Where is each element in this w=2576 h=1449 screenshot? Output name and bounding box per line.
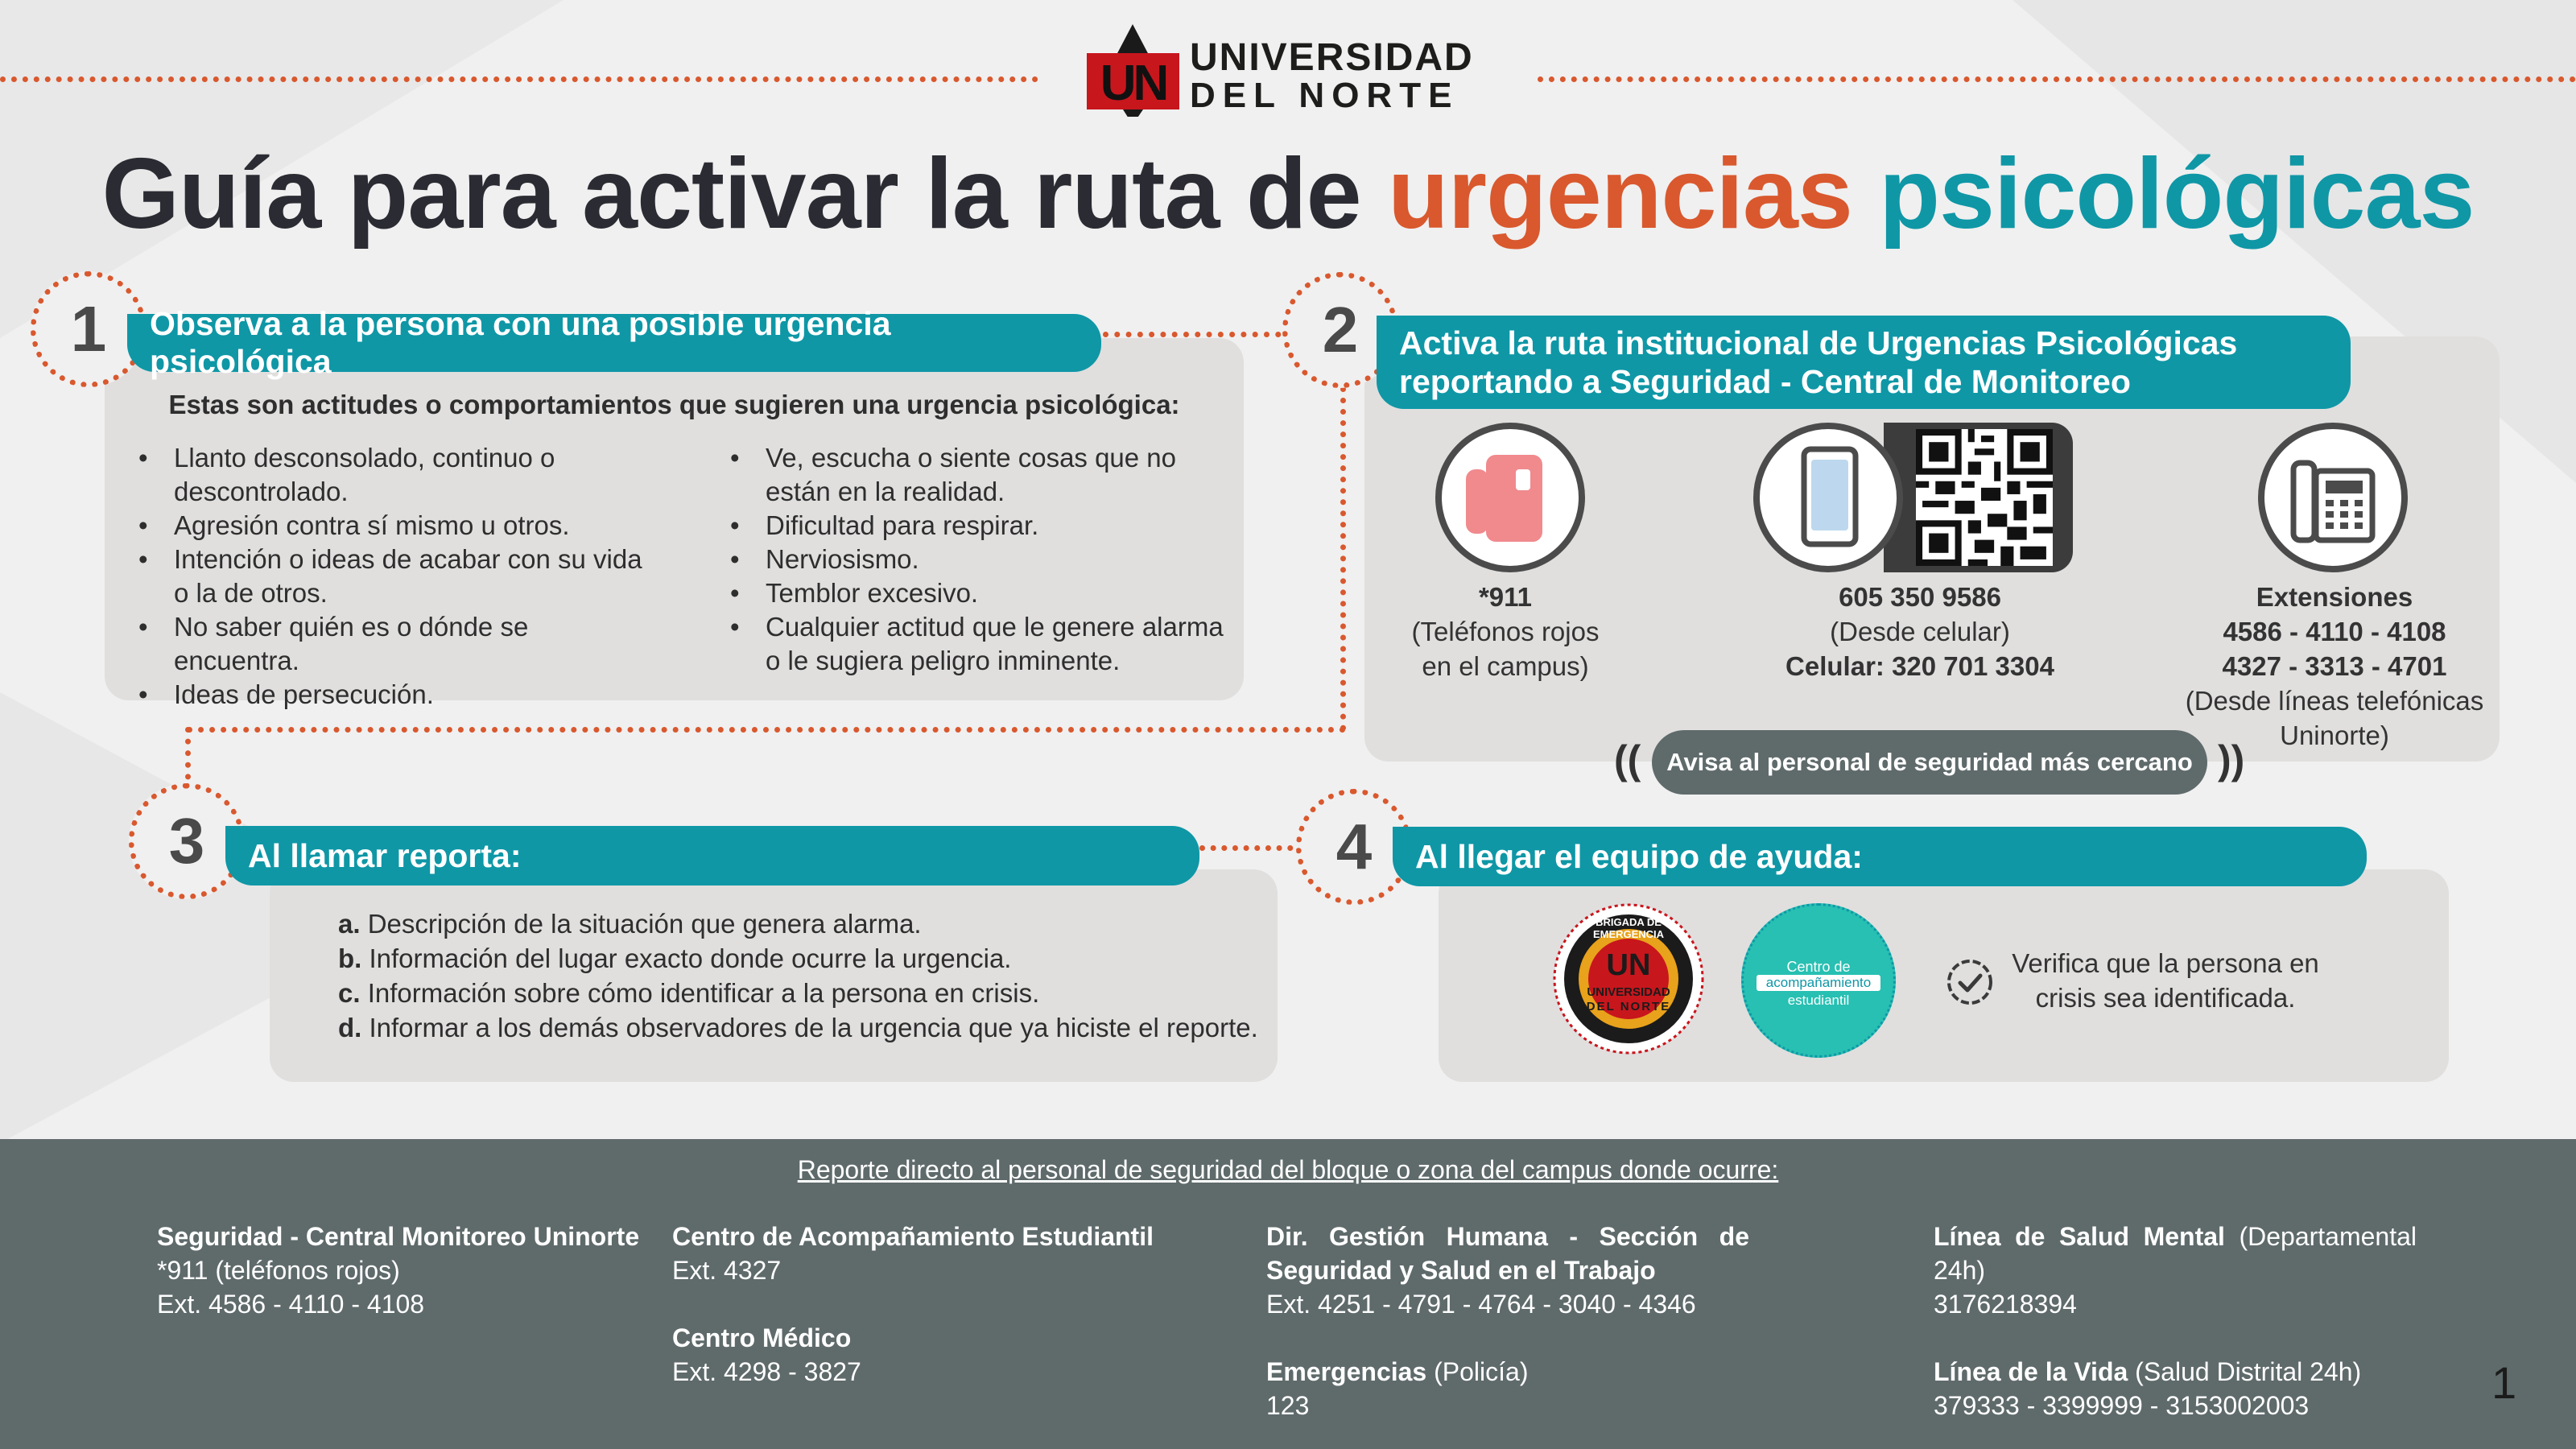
footer-col3-title1a: Dir. Gestión Humana - Sección de — [1266, 1222, 1749, 1251]
list-item: • Ideas de persecución. — [137, 678, 652, 712]
list-item — [338, 941, 1258, 976]
step1-list-left — [137, 441, 652, 712]
alert-open-waves: (( — [1614, 737, 1641, 782]
item-letter: b. — [338, 943, 362, 973]
step1-number: 1 — [31, 271, 147, 387]
list-item: • Dificultad para respirar. — [729, 509, 1236, 543]
footer-col1-title: Seguridad - Central Monitoreo Uninorte — [157, 1222, 640, 1251]
brigada-line2: DEL NORTE — [1586, 1000, 1671, 1013]
alert-close-waves: )) — [2218, 737, 2245, 782]
list-item — [338, 1010, 1258, 1045]
step2-col3-l4: (Desde líneas telefónicas — [2185, 686, 2484, 716]
footer-col4-title1: Línea de Salud Mental — [1934, 1222, 2225, 1251]
list-item — [338, 976, 1258, 1010]
item-text: Informar a los demás observadores de la urgencia que ya hiciste el reporte. — [361, 1013, 1258, 1042]
desk-phone-icon — [2264, 429, 2401, 566]
step3-list — [338, 906, 1258, 1045]
footer-spacer — [1266, 1321, 1749, 1355]
step2-header-line1: Activa la ruta institucional de Urgencias Psicológicas — [1399, 324, 2238, 361]
footer-col-salud — [1934, 1220, 2417, 1422]
footer-col3-title2: Emergencias — [1266, 1357, 1427, 1386]
step2-header — [1377, 316, 2351, 409]
header-divider-left — [0, 76, 1038, 82]
title-part3: psicológicas — [1879, 138, 2475, 250]
footer-col2-title1: Centro de Acompañamiento Estudiantil — [672, 1222, 1154, 1251]
page-title — [0, 137, 2576, 251]
step1-list-right — [729, 441, 1236, 678]
cellphone-icon-circle — [1753, 423, 1903, 572]
list-item: • Agresión contra sí mismo u otros. — [137, 509, 652, 543]
footer — [0, 1139, 2576, 1449]
connector-3-4 — [1199, 845, 1304, 851]
step3-number: 3 — [129, 783, 245, 899]
step2-col1-text — [1368, 580, 1642, 683]
footer-spacer — [672, 1287, 1187, 1321]
list-item: • Intención o ideas de acabar con su vida o la de otros. — [137, 543, 652, 610]
brigada-emergencia-badge — [1551, 902, 1706, 1056]
connector-3-up — [185, 727, 191, 791]
step2-header-line2: reportando a Seguridad - Central de Monitoreo — [1399, 363, 2131, 400]
step4-number: 4 — [1296, 789, 1412, 905]
title-space — [1852, 138, 1879, 250]
step3-header: Al llamar reporta: — [225, 826, 1199, 886]
footer-col3-title1b: Seguridad y Salud en el Trabajo — [1266, 1256, 1656, 1285]
footer-col4-title1-rest2: 24h) — [1934, 1256, 1986, 1285]
footer-col4-l1: 3176218394 — [1934, 1290, 2077, 1319]
step2-col2-l3: Celular: 320 701 3304 — [1785, 651, 2054, 681]
footer-col2-l2: Ext. 4298 - 3827 — [672, 1357, 861, 1386]
step2-col3-l5: Uninorte) — [2280, 720, 2389, 750]
qr-code-panel — [1884, 423, 2073, 572]
item-letter: a. — [338, 909, 361, 939]
footer-spacer — [1934, 1321, 2417, 1355]
footer-col3-title2-line — [1266, 1355, 1749, 1389]
check-icon — [1944, 956, 1996, 1008]
footer-heading: Reporte directo al personal de seguridad del bloque o zona del campus donde ocurre: — [797, 1155, 1779, 1184]
connector-2-3 — [187, 727, 1346, 733]
connector-2-down — [1340, 386, 1346, 731]
qr-code-icon — [1916, 429, 2053, 566]
step2-col3-l2: 4586 - 4110 - 4108 — [2223, 617, 2446, 646]
connector-1-2 — [1103, 332, 1304, 337]
list-item: • Ve, escucha o siente cosas que no están en la realidad. — [729, 441, 1236, 509]
logo-line2: DEL NORTE — [1190, 76, 1459, 115]
list-item — [338, 906, 1258, 941]
centro-line3: estudiantil — [1787, 993, 1850, 1008]
step2-col2-text — [1731, 580, 2109, 683]
list-item: • Llanto desconsolado, continuo o descontrolado. — [137, 441, 652, 509]
footer-col-security — [157, 1220, 640, 1321]
list-item: • No saber quién es o dónde se encuentra. — [137, 610, 652, 678]
footer-col-centro — [672, 1220, 1187, 1389]
step2-number: 2 — [1282, 272, 1398, 388]
verify-line1: Verifica que la persona en — [2012, 948, 2319, 978]
footer-col4-title2-rest: (Salud Distrital 24h) — [2128, 1357, 2362, 1386]
step2-col3-text — [2157, 580, 2512, 753]
logo — [1087, 16, 1489, 121]
item-letter: d. — [338, 1013, 362, 1042]
brigada-mark: UN — [1606, 948, 1651, 982]
desk-phone-icon-circle — [2258, 423, 2408, 572]
verify-line2: crisis sea identificada. — [2035, 983, 2296, 1013]
logo-line1: UNIVERSIDAD — [1190, 36, 1474, 79]
footer-col3-l1: Ext. 4251 - 4791 - 4764 - 3040 - 4346 — [1266, 1290, 1696, 1319]
step2-col2-bold: 605 350 9586 — [1839, 582, 2001, 612]
check-icon-shape — [1944, 956, 1996, 1008]
centro-line2: acompañamiento — [1757, 975, 1880, 991]
item-text: Información del lugar exacto donde ocurre la urgencia. — [361, 943, 1012, 973]
footer-col4-title2: Línea de la Vida — [1934, 1357, 2128, 1386]
list-item: • Temblor excesivo. — [729, 576, 1236, 610]
title-part1: Guía para activar la ruta de — [101, 138, 1389, 250]
footer-col4-title1-rest: (Departamental — [2224, 1222, 2417, 1251]
item-text: Información sobre cómo identificar a la persona en crisis. — [360, 978, 1040, 1008]
cellphone-icon — [1760, 429, 1897, 566]
verify-text — [1996, 946, 2334, 1015]
page-number: 1 — [2491, 1357, 2517, 1408]
header-divider-right — [1538, 76, 2576, 82]
brigada-line1: UNIVERSIDAD — [1587, 985, 1670, 999]
step2-col2-l2: (Desde celular) — [1830, 617, 2010, 646]
footer-col2-title2: Centro Médico — [672, 1323, 852, 1352]
footer-col4-title1-line — [1934, 1220, 2417, 1253]
list-item: • Cualquier actitud que le genere alarma o le sugiera peligro inminente. — [729, 610, 1236, 678]
footer-col2-l1: Ext. 4327 — [672, 1256, 782, 1285]
alert-pill: Avisa al personal de seguridad más cercano — [1652, 730, 2207, 795]
centro-line1: Centro de — [1786, 959, 1851, 975]
step1-intro: Estas son actitudes o comportamientos que sugieren una urgencia psicológica: — [168, 390, 1180, 419]
item-letter: c. — [338, 978, 361, 1008]
step2-col3-l3: 4327 - 3313 - 4701 — [2222, 651, 2447, 681]
footer-col4-l2: 379333 - 3399999 - 3153002003 — [1934, 1391, 2310, 1420]
footer-col1-l1: *911 (teléfonos rojos) — [157, 1256, 400, 1285]
brigada-arc-text: BRIGADA DE EMERGENCIA — [1592, 916, 1665, 940]
step2-col1-l3: en el campus) — [1422, 651, 1589, 681]
step2-col1-bold: *911 — [1478, 582, 1533, 612]
footer-col-gestion — [1266, 1220, 1749, 1422]
logo-mark — [1087, 24, 1179, 117]
footer-col1-l2: Ext. 4586 - 4110 - 4108 — [157, 1290, 425, 1319]
footer-col4-title2-line — [1934, 1355, 2417, 1389]
item-text: Descripción de la situación que genera alarma. — [360, 909, 922, 939]
step2-col3-bold: Extensiones — [2256, 582, 2413, 612]
red-phone-icon — [1442, 429, 1579, 566]
step1-header: Observa a la persona con una posible urgencia psicológica — [127, 314, 1101, 372]
footer-col3-l2: 123 — [1266, 1391, 1310, 1420]
step2-col1-l2: (Teléfonos rojos — [1411, 617, 1600, 646]
footer-col3-title2-rest: (Policía) — [1426, 1357, 1529, 1386]
centro-acompanamiento-badge — [1741, 903, 1896, 1058]
list-item: • Nerviosismo. — [729, 543, 1236, 576]
step4-header: Al llegar el equipo de ayuda: — [1393, 827, 2367, 886]
title-part2: urgencias — [1388, 138, 1852, 250]
logo-mark-text: UN — [1100, 56, 1166, 111]
red-phone-icon-circle — [1435, 423, 1585, 572]
